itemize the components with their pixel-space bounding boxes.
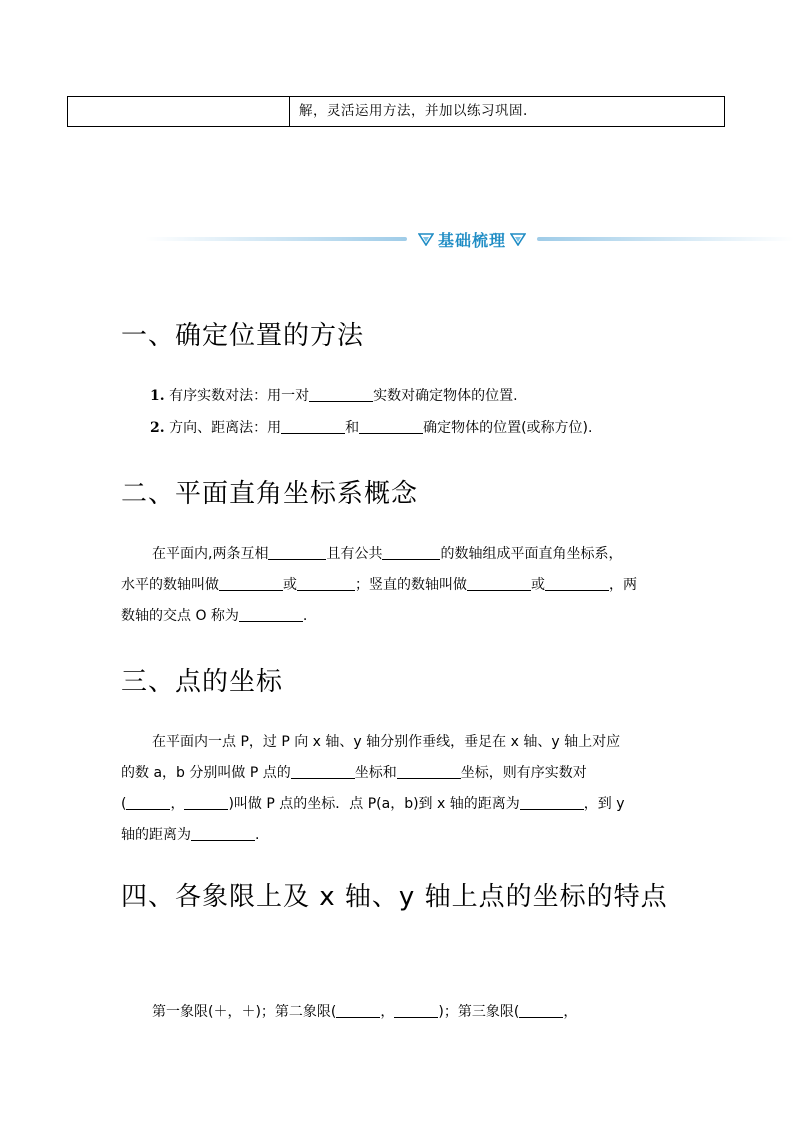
banner-badge [407, 226, 537, 252]
section-heading-4: 四、各象限上及 x 轴、y 轴上点的坐标的特点 [121, 882, 668, 912]
item-number: 2. [150, 420, 165, 436]
triangle-down-icon [418, 232, 434, 246]
text: ( [121, 796, 127, 812]
fill-blank[interactable] [126, 795, 170, 810]
section2-line-3 [121, 605, 307, 625]
text: 或 [531, 577, 545, 593]
text: ， [380, 1004, 395, 1020]
fill-blank[interactable] [520, 795, 584, 810]
fill-blank[interactable] [191, 826, 255, 841]
fill-blank[interactable] [545, 576, 609, 591]
fill-blank[interactable] [219, 576, 283, 591]
section1-item-2 [150, 417, 592, 437]
table-cell-right: 解，灵活运用方法，并加以练习巩固. [299, 103, 528, 119]
text: 轴的距离为 [121, 827, 191, 843]
section3-line-4 [121, 824, 259, 844]
text: 水平的数轴叫做 [121, 577, 219, 593]
fill-blank[interactable] [467, 576, 531, 591]
fill-blank[interactable] [281, 419, 345, 434]
text: . [302, 608, 308, 624]
text: 或 [283, 577, 297, 593]
fill-blank[interactable] [291, 764, 355, 779]
section1-item-1 [150, 385, 518, 405]
section2-line-2 [121, 574, 637, 594]
text: ；竖直的数轴叫做 [355, 577, 467, 593]
section3-line-1: 在平面内一点 P，过 P 向 x 轴、y 轴分别作垂线，垂足在 x 轴、y 轴上对应 [152, 734, 621, 750]
text: ，两 [609, 577, 637, 593]
fill-blank[interactable] [309, 387, 373, 402]
fill-blank[interactable] [184, 795, 228, 810]
text: . [255, 827, 260, 843]
section-heading-3: 三、点的坐标 [121, 667, 284, 697]
text: 实数对确定物体的位置. [373, 388, 518, 404]
text: 有序实数对法：用一对 [169, 388, 310, 404]
triangle-down-icon [510, 232, 526, 246]
text: 第一象限(＋，＋)；第二象限( [152, 1004, 337, 1020]
text: 确定物体的位置(或称方位). [423, 420, 593, 436]
section2-line-1 [152, 543, 622, 563]
banner-line-right [537, 237, 794, 241]
text: 的数 a，b 分别叫做 P 点的 [121, 765, 291, 781]
text: ， [563, 1004, 578, 1020]
text: )叫做 P 点的坐标．点 P(a，b)到 x 轴的距离为 [228, 796, 520, 812]
section-heading-2: 二、平面直角坐标系概念 [121, 479, 419, 509]
section-banner [145, 226, 794, 252]
text: 和 [345, 420, 360, 436]
text: ， [170, 796, 185, 812]
text: 坐标，则有序实数对 [460, 765, 587, 781]
fill-blank[interactable] [519, 1003, 563, 1018]
fill-blank[interactable] [268, 545, 326, 560]
text: 的数轴组成平面直角坐标系， [440, 546, 623, 562]
fill-blank[interactable] [336, 1003, 380, 1018]
text: 坐标和 [354, 765, 397, 781]
text: 数轴的交点 O 称为 [121, 608, 239, 624]
fill-blank[interactable] [397, 764, 461, 779]
item-number: 1. [150, 388, 165, 404]
section3-line-3 [121, 793, 625, 813]
text: 方向、距离法：用 [169, 420, 282, 436]
text: ，到 y [583, 796, 625, 812]
fill-blank[interactable] [297, 576, 355, 591]
text: )；第三象限( [438, 1004, 520, 1020]
section4-line-1 [152, 1001, 577, 1021]
objectives-table [67, 96, 725, 127]
fill-blank[interactable] [394, 1003, 438, 1018]
banner-line-left [145, 237, 407, 241]
section3-line-2 [121, 762, 587, 782]
text: 在平面内,两条互相 [152, 546, 269, 562]
text: 且有公共 [326, 546, 383, 562]
banner-title: 基础梳理 [437, 230, 506, 250]
fill-blank[interactable] [239, 607, 303, 622]
fill-blank[interactable] [359, 419, 423, 434]
table-cell-left [68, 97, 290, 126]
fill-blank[interactable] [382, 545, 440, 560]
section-heading-1: 一、确定位置的方法 [121, 321, 365, 351]
